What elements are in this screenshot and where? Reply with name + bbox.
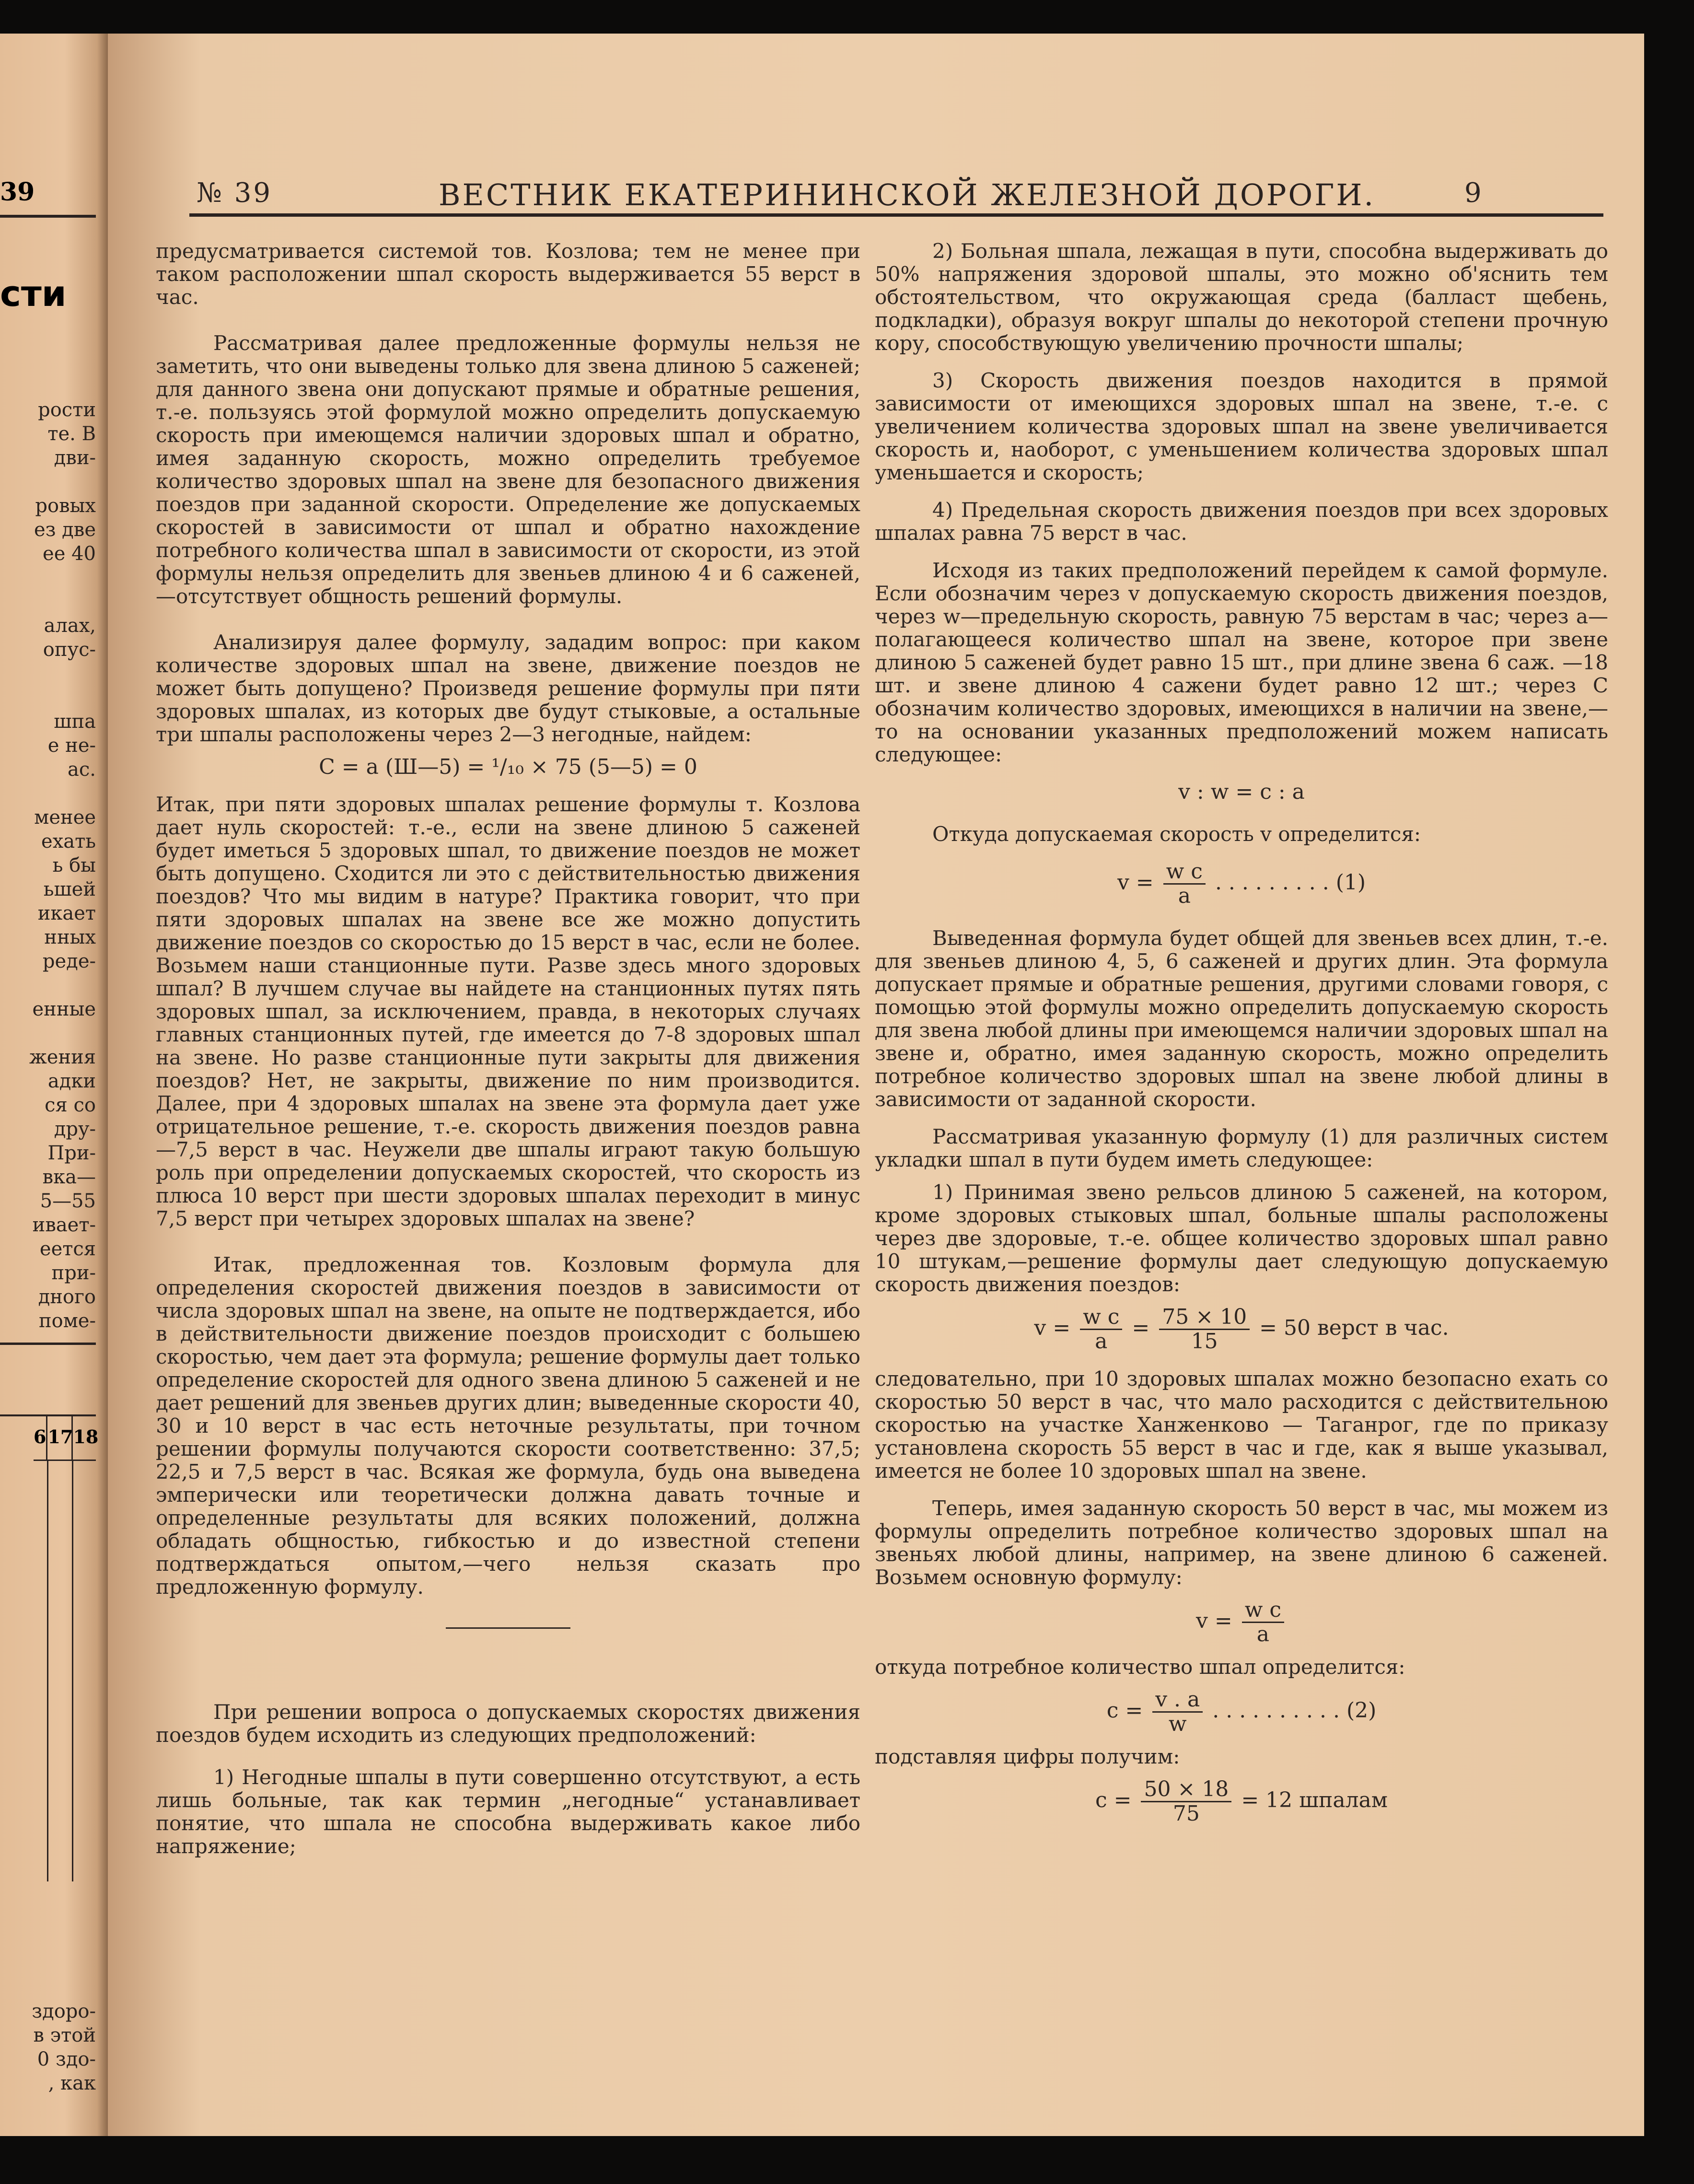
- right-paragraph-12: подставляя цифры получим:: [875, 1745, 1180, 1768]
- prev-page-line: При-: [47, 1142, 96, 1164]
- prev-page-line: реде-: [42, 950, 96, 972]
- formula-3-fraction: [1242, 1599, 1284, 1646]
- formula-4-numerator: v . a: [1152, 1688, 1203, 1713]
- formula-2-result: = 50 верст в час.: [1259, 1316, 1449, 1340]
- right-paragraph-10: Теперь, имея заданную скорость 50 верст в час, мы можем из формулы определить потребное количество здоровых шпал на звеньях любой длины, например, на звене длиною 6 саженей. Возьмем основную формулу:: [875, 1496, 1608, 1589]
- header-rule: [189, 213, 1603, 217]
- prev-page-line: , как: [48, 2072, 96, 2094]
- formula-2-numerator-b: 75 × 10: [1159, 1306, 1250, 1330]
- prev-page-rule: [0, 1343, 96, 1345]
- formula-5-result: = 12 шпалам: [1241, 1788, 1388, 1812]
- prev-page-line: ся со: [45, 1094, 96, 1116]
- prev-page-line: ехать: [41, 830, 96, 853]
- prev-page-line: при-: [51, 1262, 96, 1284]
- left-paragraph-7: 1) Негодные шпалы в пути совершенно отсутствуют, а есть лишь больные, так как термин „негодные“ устанавливает понятие, что шпала не способна выдерживать какое либо напряжение;: [156, 1765, 860, 1858]
- formula-3-denominator: a: [1256, 1622, 1269, 1647]
- prev-page-line: ивает-: [32, 1214, 96, 1236]
- prev-page-line: енные: [32, 998, 96, 1020]
- formula-3-numerator: w c: [1242, 1599, 1284, 1623]
- prev-page-line: икает: [37, 902, 96, 924]
- formula-2-denominator-a: a: [1095, 1329, 1108, 1354]
- formula-1: [875, 860, 1608, 908]
- prev-page-line: нных: [44, 926, 96, 948]
- left-column: [156, 240, 860, 1881]
- prev-page-line: 5—55: [40, 1190, 96, 1212]
- section-divider: [446, 1627, 570, 1629]
- prev-page-line: дру-: [54, 1118, 96, 1140]
- prev-page-line: в этой: [33, 2024, 96, 2046]
- left-paragraph-6: При решении вопроса о допускаемых скоростях движения поездов будем исходить из следующих предположений:: [156, 1700, 860, 1747]
- prev-page-line: 0 здо-: [37, 2048, 96, 2070]
- left-paragraph-5: Итак, предложенная тов. Козловым формула для определения скоростей движения поездов в зависимости от числа здоровых шпал на звене, на опыте не подтверждается, ибо в действительности движение поездов происходит с большею скоростью, чем дает эта формула; решение формулы дает только определение скоростей для одного звена длиною 5 саженей и не дает решений для звеньев других длин; выведенные скорости 40, 30 и 10 верст в час есть неточные результаты, при точном решении формулы получаются скорости соответственно: 37,5; 22,5 и 7,5 верст в час. Всякая же формула, будь она выведена эмперически или теоретически должна давать точные и определенные результаты для всяких положений, должна обладать общностью, гибкостью и до известной степени подтверждаться опытом,—чего нельзя сказать про предложенную формулу.: [156, 1253, 860, 1599]
- formula-2: [875, 1306, 1608, 1353]
- prev-page-line: ез две: [34, 519, 96, 541]
- formula-3: [875, 1599, 1608, 1646]
- right-paragraph-1: 2) Больная шпала, лежащая в пути, способна выдерживать до 50% напряжения здоровой шпалы, это можно об'яснить тем обстоятельством, что окружающая среда (балласт щебень, подкладки), образуя вокруг шпалы до некоторой степени прочную кору, способствующую увеличению прочности шпалы;: [875, 239, 1608, 355]
- issue-number: № 39: [197, 177, 273, 209]
- left-paragraph-3: Анализируя далее формулу, зададим вопрос: при каком количестве здоровых шпал на звене, движение поездов не может быть допущено? Произведя решение формулы при пяти здоровых шпалах, из которых две будут стыковые, а остальные три шпалы расположены через 2—3 негодные, найдем:: [156, 631, 860, 746]
- prev-page-table: [0, 1414, 99, 1925]
- prev-page-line: те. В: [47, 423, 96, 445]
- formula-5: [875, 1778, 1608, 1825]
- formula-2-numerator-a: w c: [1080, 1306, 1122, 1330]
- formula-1-fraction: [1163, 860, 1206, 908]
- prev-header-rule: [0, 215, 96, 218]
- prev-table-col-17: 17: [47, 1416, 73, 1460]
- scan-border-bottom: [0, 2136, 1694, 2184]
- right-paragraph-3: 4) Предельная скорость движения поездов при всех здоровых шпалах равна 75 верст в час.: [875, 498, 1608, 545]
- formula-2-lhs: v =: [1034, 1316, 1071, 1340]
- right-paragraph-6: Выведенная формула будет общей для звеньев всех длин, т.-е. для звеньев длиною 4, 5, 6 саженей и других длин. Эта формула допускает прямые и обратные решения, другими словами говоря, с помощью этой формулы можно определить допускаемую скорость для звена любой длины при имеющемся наличии здоровых шпал на звене и, обратно, имея заданную скорость, можно определить потребное количество здоровых шпал на звене любой длины в зависимости от заданной скорости.: [875, 926, 1608, 1111]
- formula-1-tag: . . . . . . . . . (1): [1215, 870, 1366, 895]
- right-paragraph-8: 1) Принимая звено рельсов длиною 5 саженей, на котором, кроме здоровых стыковых шпал, больные шпалы расположены через две здоровые, т.-е. общее количество здоровых шпал равно 10 штукам,—решение формулы дает следующую допускаемую скорость движения поездов:: [875, 1180, 1608, 1296]
- formula-5-numerator: 50 × 18: [1141, 1778, 1231, 1802]
- scan-border-right: [1644, 0, 1694, 2184]
- formula-2-denominator-b: 15: [1191, 1329, 1218, 1354]
- formula-3-lhs: v =: [1195, 1609, 1232, 1633]
- journal-title: ВЕСТНИК ЕКАТЕРИНИНСКОЙ ЖЕЛЕЗНОЙ ДОРОГИ.: [439, 177, 1376, 212]
- right-paragraph-4: Исходя из таких предположений перейдем к самой формуле. Если обозначим через v допускаемую скорость движения поездов, через w—предельную скорость, равную 75 верстам в час; через а—полагающееся количество шпал на звене, которое при звене длиною 5 саженей будет равно 15 шт., при длине звена 6 саж. —18 шт. и звене длиною 4 сажени будет равно 12 шт.; через С обозначим количество здоровых, имеющихся в наличии на звене,—то на основании указанных предположений можем написать следующее:: [875, 559, 1608, 766]
- formula-kozlov: С = а (Ш—5) = ¹/₁₀ × 75 (5—5) = 0: [319, 755, 697, 779]
- prev-page-line: адки: [47, 1070, 96, 1092]
- prev-page-line: ь бы: [52, 854, 96, 876]
- prev-page-line: шпа: [54, 711, 96, 733]
- formula-2-fraction-b: [1159, 1306, 1250, 1353]
- right-paragraph-2: 3) Скорость движения поездов находится в прямой зависимости от имеющихся здоровых шпал на звене, т.-е. с увеличением количества здоровых шпал на звене увеличивается скорость и, наоборот, с уменьшением количества здоровых шпал уменьшается и скорость;: [875, 369, 1608, 484]
- prev-page-line: поме-: [38, 1310, 96, 1332]
- left-paragraph-4: Итак, при пяти здоровых шпалах решение формулы т. Козлова дает нуль скоростей: т.-е., если на звене длиною 5 саженей будет иметься 5 здоровых шпал, то движение поездов не может быть допущено. Сходится ли это с действительностью движения поездов? Что мы видим в натуре? Практика говорит, что при пяти здоровых шпалах на звене все же можно допустить движение поездов со скоростью до 15 верст в час, если не более. Возьмем наши станционные пути. Разве здесь много здоровых шпал? В лучшем случае вы найдете на станционных путях пять здоровых шпал, за исключением, правда, в некоторых случаях главных станционных путей, где имеется до 7-8 здоровых шпал на звене. Но разве станционные пути закрыты для движения поездов? Нет, не закрыты, движение по ним производится. Далее, при 4 здоровых шпалах на звене эта формула дает уже отрицательное решение, т.-е. скорость движения поездов равна—7,5 верст в час. Неужели две шпалы играют такую большую роль при определении допускаемых скоростей, что скорость из плюса 10 верст при шести здоровых шпалах переходит в минус 7,5 верст при четырех здоровых шпалах на звене?: [156, 793, 860, 1230]
- right-paragraph-7: Рассматривая указанную формулу (1) для различных систем укладки шпал в пути будем иметь следующее:: [875, 1125, 1608, 1171]
- formula-4-fraction: [1152, 1688, 1203, 1736]
- prev-page-line: менее: [34, 806, 96, 829]
- formula-1-lhs: v =: [1117, 870, 1154, 895]
- prev-page-line: алах,: [44, 615, 96, 637]
- right-paragraph-11: откуда потребное количество шпал определится:: [875, 1655, 1405, 1679]
- right-column: [875, 240, 1608, 1825]
- right-paragraph-5: Откуда допускаемая скорость v определится:: [932, 822, 1421, 846]
- page-number: 9: [1464, 177, 1484, 209]
- prev-page-line: опус-: [43, 639, 96, 661]
- prev-page-line: жения: [29, 1046, 96, 1068]
- prev-page-line: еется: [39, 1238, 96, 1260]
- formula-ratio: v : w = c : a: [1178, 780, 1305, 804]
- formula-4-tag: . . . . . . . . . . (2): [1212, 1698, 1377, 1723]
- formula-1-denominator: a: [1178, 884, 1191, 908]
- scan-border-top: [0, 0, 1694, 34]
- formula-5-fraction: [1141, 1778, 1231, 1825]
- right-paragraph-9: следовательно, при 10 здоровых шпалах можно безопасно ехать со скоростью 50 верст в час, что мало расходится с действительною скоростью на участке Ханженково — Таганрог, где по приказу установлена скорость 55 верст в час и где, как я выше указывал, имеется не более 10 здоровых шпал на звене.: [875, 1367, 1608, 1483]
- prev-page-line: ровых: [35, 495, 96, 517]
- formula-4-denominator: w: [1168, 1712, 1187, 1736]
- prev-page-number: 39: [0, 177, 35, 207]
- prev-page-line: ас.: [68, 759, 96, 781]
- prev-table-col-16: 6: [34, 1416, 47, 1460]
- left-paragraph-1: предусматривается системой тов. Козлова; тем не менее при таком расположении шпал скорость выдерживается 55 верст в час.: [156, 239, 860, 309]
- prev-page-line: е не-: [47, 735, 96, 757]
- prev-page-line: дви-: [54, 447, 96, 469]
- prev-page-heading: сти: [0, 273, 67, 315]
- journal-page: [108, 34, 1644, 2136]
- formula-4-lhs: c =: [1106, 1698, 1143, 1723]
- prev-page-line: рости: [38, 399, 96, 421]
- previous-page-edge: [0, 34, 108, 2136]
- formula-5-lhs: c =: [1095, 1788, 1132, 1812]
- formula-2-fraction-a: [1080, 1306, 1122, 1353]
- formula-5-denominator: 75: [1172, 1801, 1200, 1826]
- prev-table-col-18: 18: [73, 1426, 99, 1448]
- formula-2-equals: =: [1132, 1316, 1150, 1340]
- prev-page-line: ьшей: [43, 878, 96, 900]
- prev-page-line: здоро-: [32, 2000, 96, 2022]
- formula-1-numerator: w c: [1163, 860, 1206, 885]
- prev-page-line: ее 40: [43, 543, 96, 565]
- formula-4: [875, 1688, 1608, 1736]
- prev-page-line: дного: [38, 1286, 96, 1308]
- left-paragraph-2: Рассматривая далее предложенные формулы нельзя не заметить, что они выведены только для звена длиною 5 саженей; для данного звена они допускают прямые и обратные решения, т.-е. пользуясь этой формулой можно определить допускаемую скорость при имеющемся наличии здоровых шпал и обратно, имея заданную скорость, можно определить требуемое количество здоровых шпал на звене для безопасного движения поездов при заданной скорости. Определение же допускаемых скоростей в зависимости от шпал и обратно нахождение потребного количества шпал в зависимости от скорости, из этой формулы нельзя определить для звеньев длиною 4 и 6 саженей,—отсутствует общность решений формулы.: [156, 331, 860, 608]
- prev-page-line: вка—: [42, 1166, 96, 1188]
